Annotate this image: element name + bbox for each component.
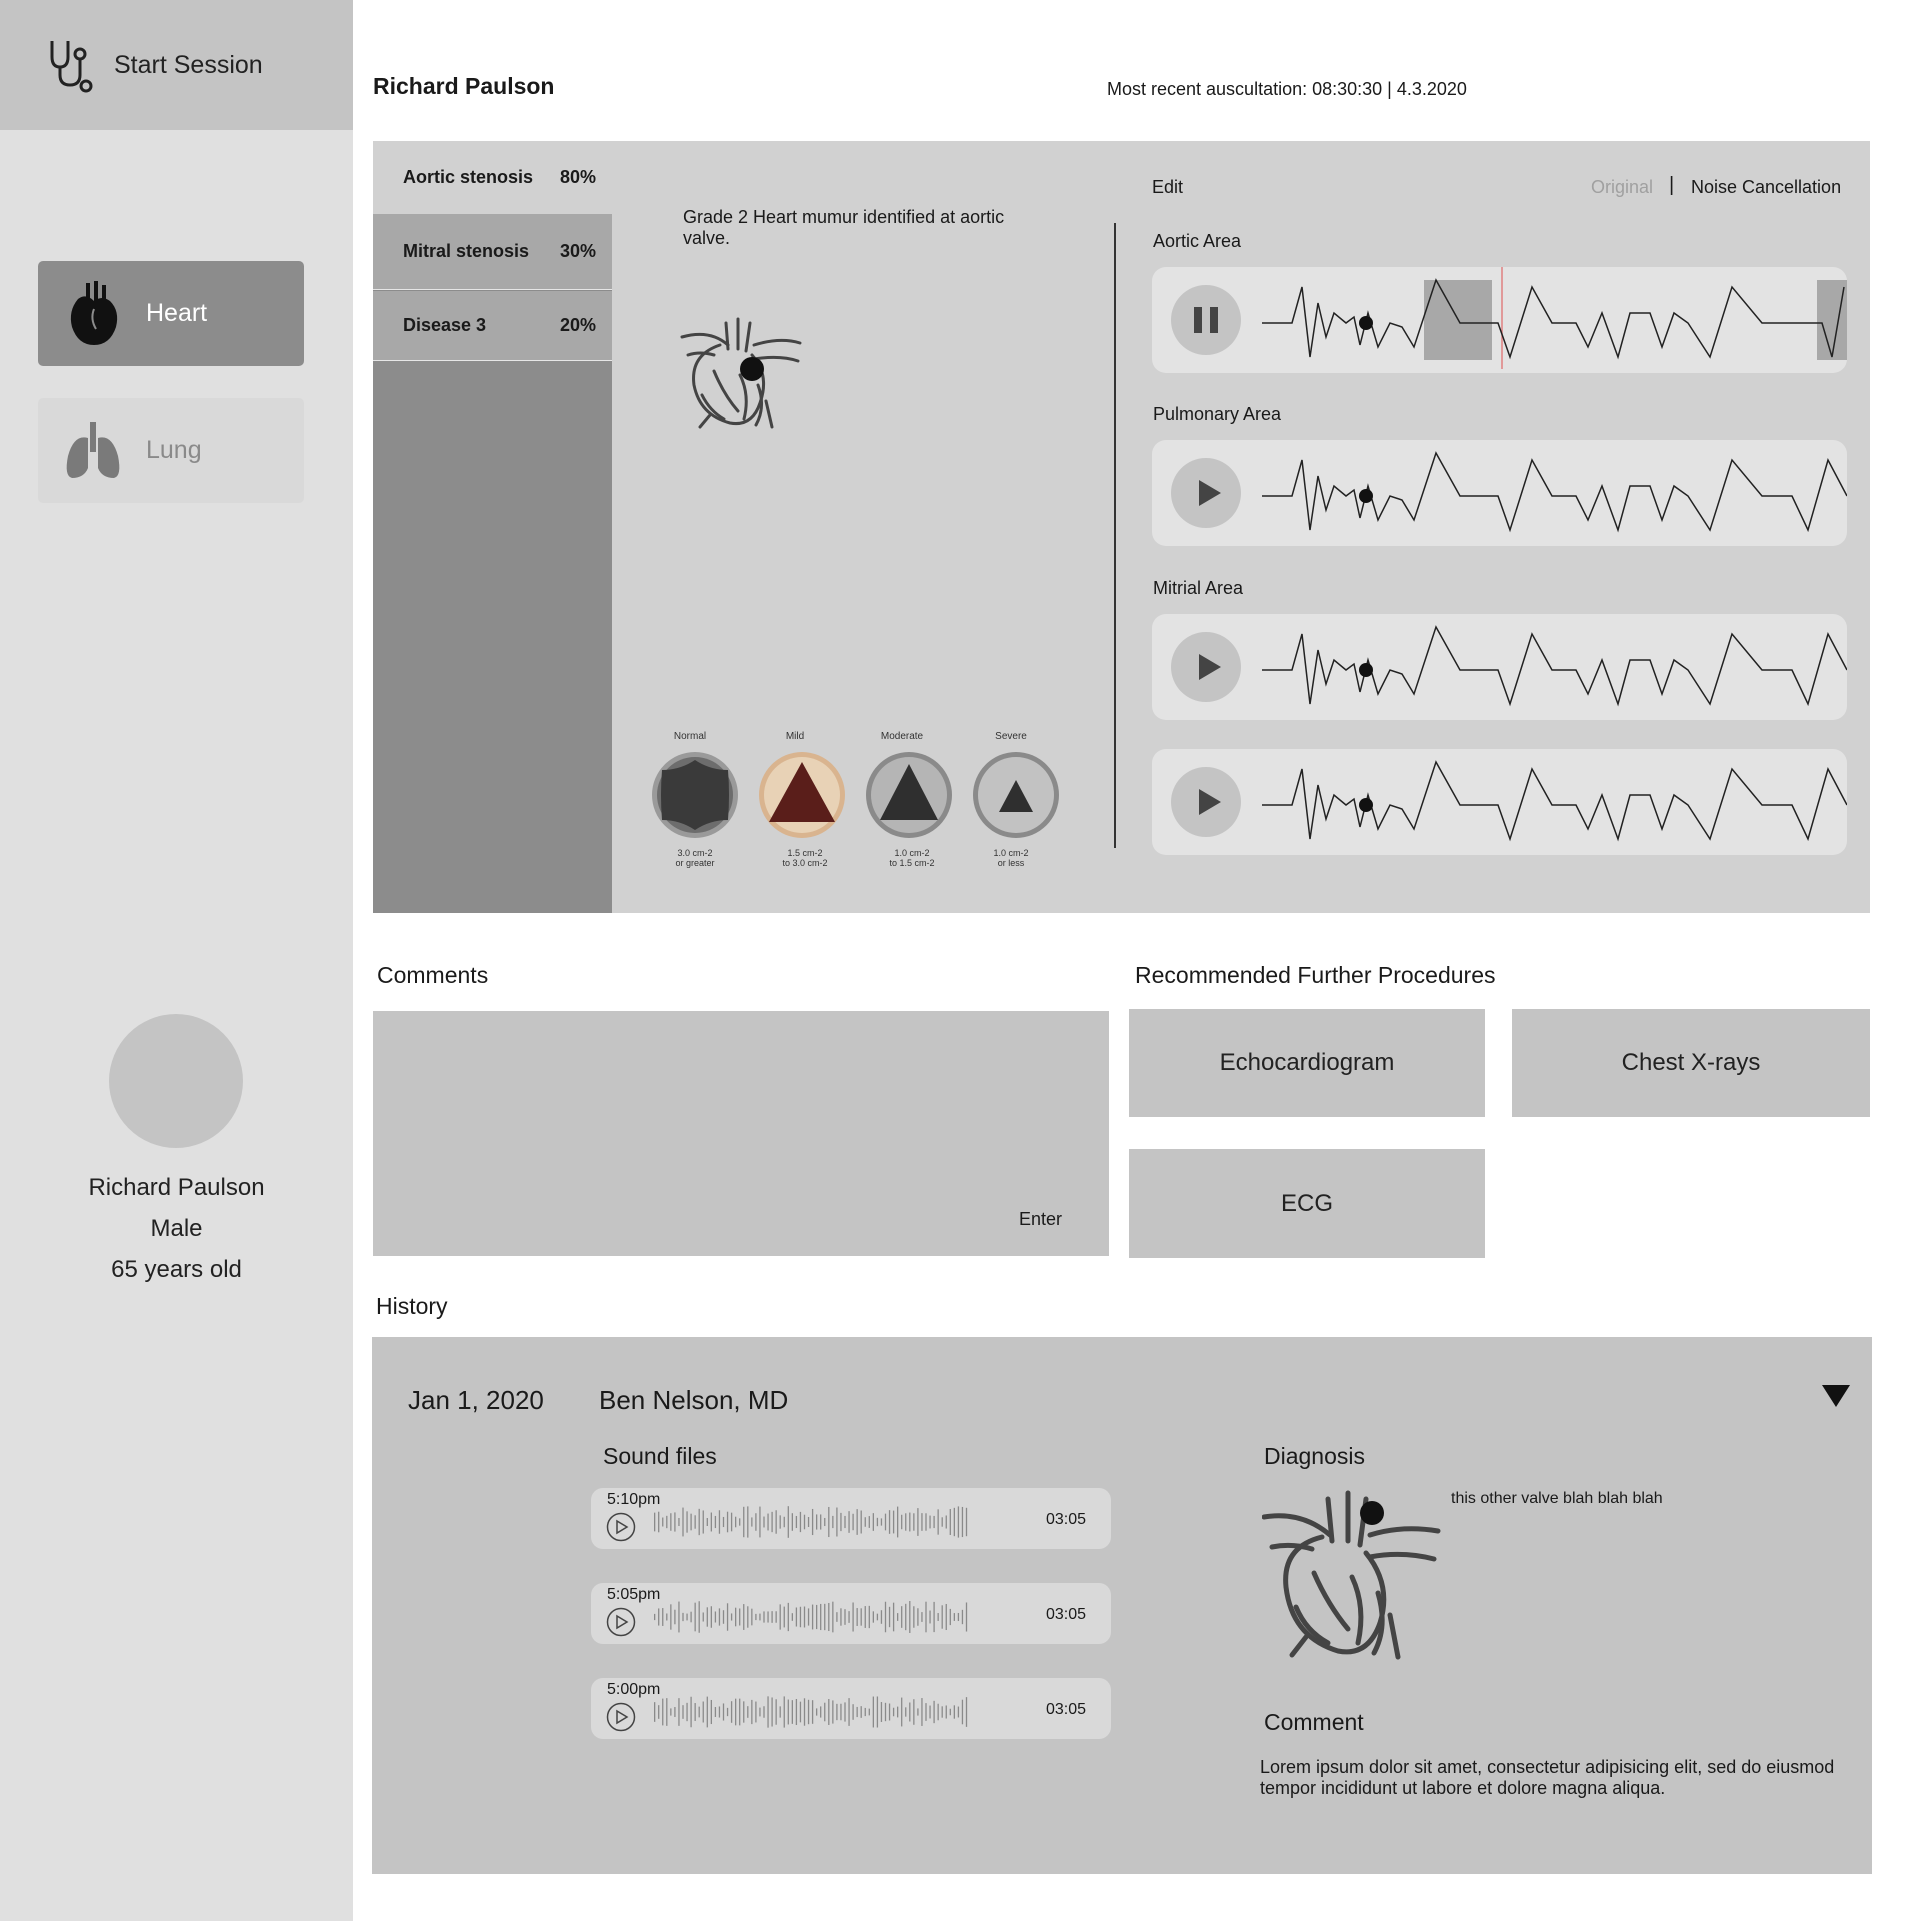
valve-range: 3.0 cm-2 or greater <box>675 848 715 868</box>
sound-file-item[interactable] <box>591 1678 1111 1739</box>
disease-item[interactable] <box>373 214 612 290</box>
valve-mild-image <box>757 750 847 840</box>
sound-file-duration: 03:05 <box>1046 1606 1087 1623</box>
audio-track[interactable] <box>1152 749 1847 855</box>
patient-name: Richard Paulson <box>88 1174 265 1201</box>
comments-input[interactable] <box>373 1011 1109 1256</box>
play-icon[interactable] <box>606 1607 636 1637</box>
panel-divider <box>1114 223 1116 848</box>
toggle-separator: | <box>1669 174 1675 196</box>
sound-files-heading: Sound files <box>603 1443 717 1469</box>
nav-lung-label: Lung <box>146 436 202 464</box>
disease-probability: 30% <box>559 241 596 261</box>
sound-file-time: 5:00pm <box>607 1681 661 1698</box>
diagnosis-text: this other valve blah blah blah <box>1451 1490 1663 1507</box>
procedure-chest-xrays-button[interactable]: Chest X-rays <box>1512 1009 1870 1117</box>
valve-moderate-image <box>864 750 954 840</box>
finding-text: Grade 2 Heart mumur identified at aortic valve. <box>683 207 1005 248</box>
disease-probability: 20% <box>559 315 596 335</box>
original-toggle[interactable]: Original <box>1591 177 1654 197</box>
sound-file-time: 5:10pm <box>607 1491 661 1508</box>
procedures-heading: Recommended Further Procedures <box>1135 962 1496 988</box>
sound-file-duration: 03:05 <box>1046 1511 1087 1528</box>
play-icon <box>1171 632 1241 702</box>
start-session-button[interactable] <box>0 0 353 130</box>
audio-track-pulmonary[interactable] <box>1152 440 1847 546</box>
diagnosis-heading: Diagnosis <box>1264 1443 1365 1469</box>
chevron-down-icon[interactable] <box>1820 1383 1852 1409</box>
play-button[interactable] <box>1171 767 1241 837</box>
play-icon <box>1171 767 1241 837</box>
heart-icon <box>64 279 122 349</box>
play-icon[interactable] <box>606 1702 636 1732</box>
disease-item[interactable] <box>373 141 612 214</box>
edit-button[interactable]: Edit <box>1152 177 1184 197</box>
sound-bars[interactable] <box>654 1695 970 1729</box>
comment-text: Lorem ipsum dolor sit amet, consectetur adipisicing elit, sed do eiusmod tempor incididunt ut labore et dolore magna aliqua. <box>1260 1757 1835 1798</box>
valve-severe-image <box>971 750 1061 840</box>
recent-auscultation: Most recent auscultation: 08:30:30 | 4.3.2020 <box>1107 79 1467 99</box>
patient-age: 65 years old <box>111 1256 242 1283</box>
heart-diagram-icon <box>680 315 805 435</box>
sound-file-item[interactable] <box>591 1583 1111 1644</box>
play-icon <box>1171 458 1241 528</box>
area-label: Aortic Area <box>1153 231 1242 251</box>
play-icon[interactable] <box>606 1512 636 1542</box>
disease-name: Mitral stenosis <box>403 241 530 261</box>
avatar <box>109 1014 243 1148</box>
valve-label: Normal <box>673 731 707 742</box>
valve-range: 1.0 cm-2 or less <box>993 848 1029 868</box>
sound-file-time: 5:05pm <box>607 1586 661 1603</box>
comment-heading: Comment <box>1264 1709 1364 1735</box>
valve-range: 1.0 cm-2 to 1.5 cm-2 <box>889 848 935 868</box>
sound-file-item[interactable] <box>591 1488 1111 1549</box>
play-button[interactable] <box>1171 632 1241 702</box>
disease-name: Disease 3 <box>403 315 487 335</box>
area-label: Pulmonary Area <box>1153 404 1282 424</box>
valve-range: 1.5 cm-2 to 3.0 cm-2 <box>782 848 828 868</box>
page-title: Richard Paulson <box>373 73 555 99</box>
nav-heart-label: Heart <box>146 299 208 327</box>
disease-item[interactable] <box>373 291 612 361</box>
noise-cancellation-toggle[interactable]: Noise Cancellation <box>1691 177 1842 197</box>
stethoscope-icon <box>46 37 98 93</box>
nav-heart[interactable] <box>38 261 304 366</box>
sound-bars[interactable] <box>654 1505 970 1539</box>
audio-track-mitral[interactable] <box>1152 614 1847 720</box>
history-doctor: Ben Nelson, MD <box>599 1385 789 1415</box>
valve-label: Moderate <box>880 731 924 742</box>
start-session-label: Start Session <box>114 50 263 79</box>
procedure-echocardiogram-button[interactable]: Echocardiogram <box>1129 1009 1485 1117</box>
valve-label: Mild <box>785 731 805 742</box>
heart-diagram-icon <box>1262 1487 1442 1667</box>
waveform[interactable] <box>1262 440 1847 546</box>
waveform[interactable] <box>1262 267 1847 373</box>
enter-button[interactable]: Enter <box>1019 1209 1063 1229</box>
patient-sex: Male <box>150 1215 203 1242</box>
comments-heading: Comments <box>377 962 489 988</box>
waveform[interactable] <box>1262 749 1847 855</box>
pause-icon <box>1171 285 1241 355</box>
history-heading: History <box>376 1293 448 1319</box>
procedure-ecg-button[interactable]: ECG <box>1129 1149 1485 1258</box>
area-label: Mitrial Area <box>1153 578 1244 598</box>
sound-bars[interactable] <box>654 1600 970 1634</box>
disease-name: Aortic stenosis <box>403 167 534 187</box>
valve-label: Severe <box>995 731 1027 742</box>
play-button[interactable] <box>1171 458 1241 528</box>
disease-probability: 80% <box>559 167 596 187</box>
pause-button[interactable] <box>1171 285 1241 355</box>
nav-lung[interactable] <box>38 398 304 503</box>
lungs-icon <box>64 416 122 486</box>
sound-file-duration: 03:05 <box>1046 1701 1087 1718</box>
waveform[interactable] <box>1262 614 1847 720</box>
valve-normal-image <box>650 750 740 840</box>
history-date: Jan 1, 2020 <box>408 1385 544 1415</box>
audio-track-aortic[interactable] <box>1152 267 1847 373</box>
